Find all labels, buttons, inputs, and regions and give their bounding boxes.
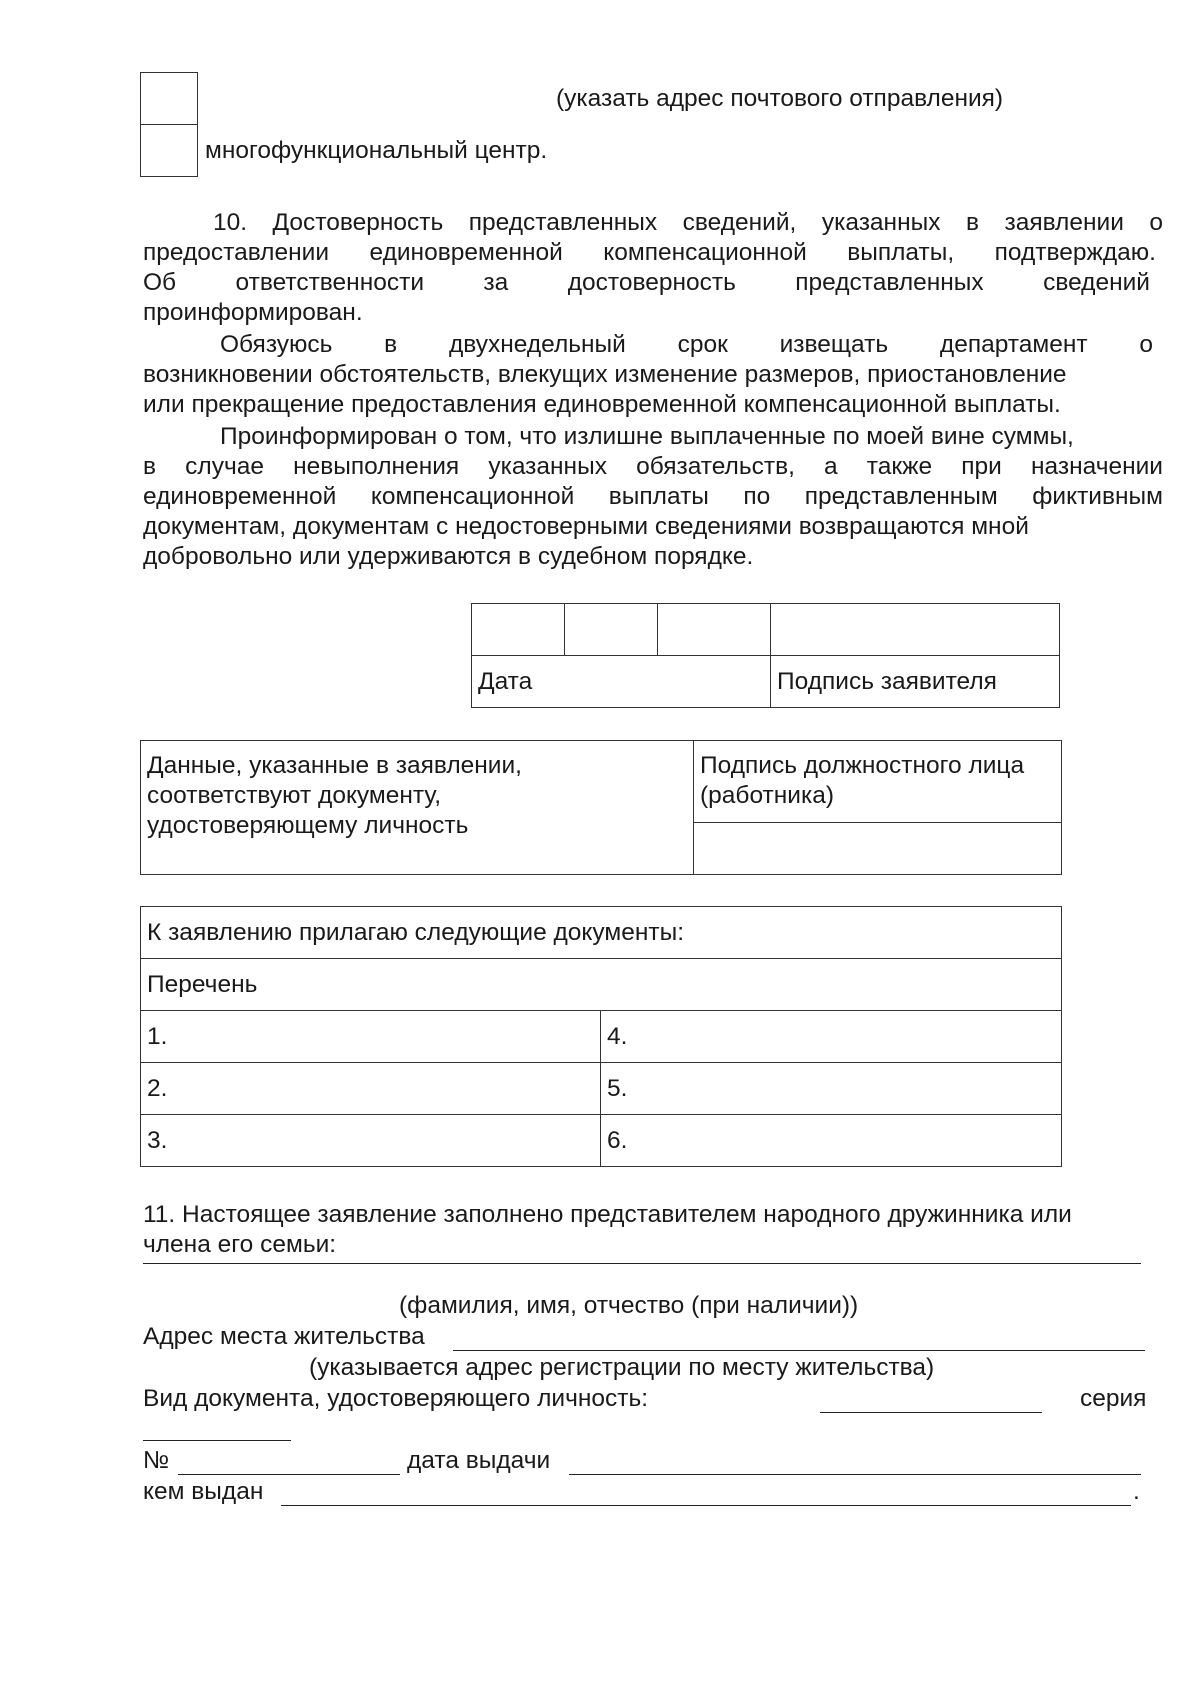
- date-year-cell[interactable]: [658, 604, 771, 656]
- text-line: добровольно или удерживаются в судебном порядке.: [143, 543, 754, 570]
- text-line: удостоверяющему личность: [147, 812, 469, 839]
- address-hint: (указывается адрес регистрации по месту жительства): [309, 1354, 935, 1381]
- text-line: Об ответственности за достоверность представленных сведений: [143, 269, 1150, 296]
- documents-header: К заявлению прилагаю следующие документы:: [141, 907, 1062, 959]
- address-label: Адрес места жительства: [143, 1323, 425, 1350]
- signature-cell[interactable]: [771, 604, 1060, 656]
- mfc-checkbox[interactable]: [140, 124, 198, 177]
- fio-hint: (фамилия, имя, отчество (при наличии)): [399, 1292, 859, 1319]
- series-underline[interactable]: [143, 1420, 291, 1441]
- text-line: в случае невыполнения указанных обязательств, а также при назначении: [143, 453, 1163, 480]
- series-label: серия: [1080, 1385, 1147, 1412]
- identity-doc-underline[interactable]: [820, 1392, 1042, 1413]
- section-11-line-2: члена его семьи:: [143, 1231, 337, 1258]
- official-signature-cell[interactable]: [694, 823, 1062, 875]
- text-line: Подпись должностного лица: [700, 752, 1025, 779]
- issued-by-underline[interactable]: [281, 1485, 1131, 1506]
- text-line: Проинформирован о том, что излишне выплаченные по моей вине суммы,: [220, 423, 1074, 450]
- issued-by-label: кем выдан: [143, 1478, 264, 1505]
- attached-documents-table: [140, 906, 1062, 1167]
- postal-checkbox[interactable]: [140, 72, 198, 125]
- text-line: соответствуют документу,: [147, 782, 442, 809]
- text-line: 10. Достоверность представленных сведений, указанных в заявлении о: [213, 209, 1163, 236]
- text-line: Данные, указанные в заявлении,: [147, 752, 522, 779]
- section-11-line-1: 11. Настоящее заявление заполнено представителем народного дружинника или: [143, 1201, 1072, 1228]
- number-underline[interactable]: [178, 1454, 400, 1475]
- issue-date-underline[interactable]: [569, 1454, 1141, 1475]
- official-signature-label: [694, 741, 1062, 823]
- text-line: единовременной компенсационной выплаты по представленным фиктивным: [143, 483, 1163, 510]
- date-signature-table: [471, 603, 1060, 708]
- date-label: Дата: [472, 656, 771, 708]
- address-underline[interactable]: [453, 1330, 1145, 1351]
- mfc-label: многофункциональный центр.: [205, 137, 548, 164]
- document-item[interactable]: 5.: [601, 1063, 1062, 1115]
- issue-date-label: дата выдачи: [407, 1447, 551, 1474]
- document-item[interactable]: 2.: [141, 1063, 601, 1115]
- fio-underline[interactable]: [143, 1263, 1141, 1264]
- document-item[interactable]: 6.: [601, 1115, 1062, 1167]
- text-line: (работника): [700, 782, 835, 809]
- date-month-cell[interactable]: [565, 604, 658, 656]
- section-10-paragraph-3: [143, 422, 1163, 572]
- number-label: №: [143, 1447, 170, 1474]
- date-day-cell[interactable]: [472, 604, 565, 656]
- end-dot: .: [1133, 1478, 1140, 1505]
- signature-label: Подпись заявителя: [771, 656, 1060, 708]
- section-10-paragraph-2: [143, 330, 1163, 420]
- official-verification-table: [140, 740, 1062, 875]
- section-10-paragraph-1: [143, 208, 1163, 328]
- postal-address-hint: (указать адрес почтового отправления): [556, 85, 1004, 112]
- document-item[interactable]: 1.: [141, 1011, 601, 1063]
- text-line: документам, документам с недостоверными сведениями возвращаются мной: [143, 513, 1029, 540]
- text-line: предоставлении единовременной компенсационной выплаты, подтверждаю.: [143, 239, 1156, 266]
- text-line: Обязуюсь в двухнедельный срок извещать департамент о: [220, 331, 1153, 358]
- text-line: возникновении обстоятельств, влекущих изменение размеров, приостановление: [143, 361, 1067, 388]
- identity-doc-label: Вид документа, удостоверяющего личность:: [143, 1385, 649, 1412]
- text-line: или прекращение предоставления единовременной компенсационной выплаты.: [143, 391, 1061, 418]
- document-item[interactable]: 4.: [601, 1011, 1062, 1063]
- identity-verified-text: [141, 741, 694, 875]
- documents-list-label: Перечень: [141, 959, 1062, 1011]
- document-item[interactable]: 3.: [141, 1115, 601, 1167]
- text-line: проинформирован.: [143, 299, 363, 326]
